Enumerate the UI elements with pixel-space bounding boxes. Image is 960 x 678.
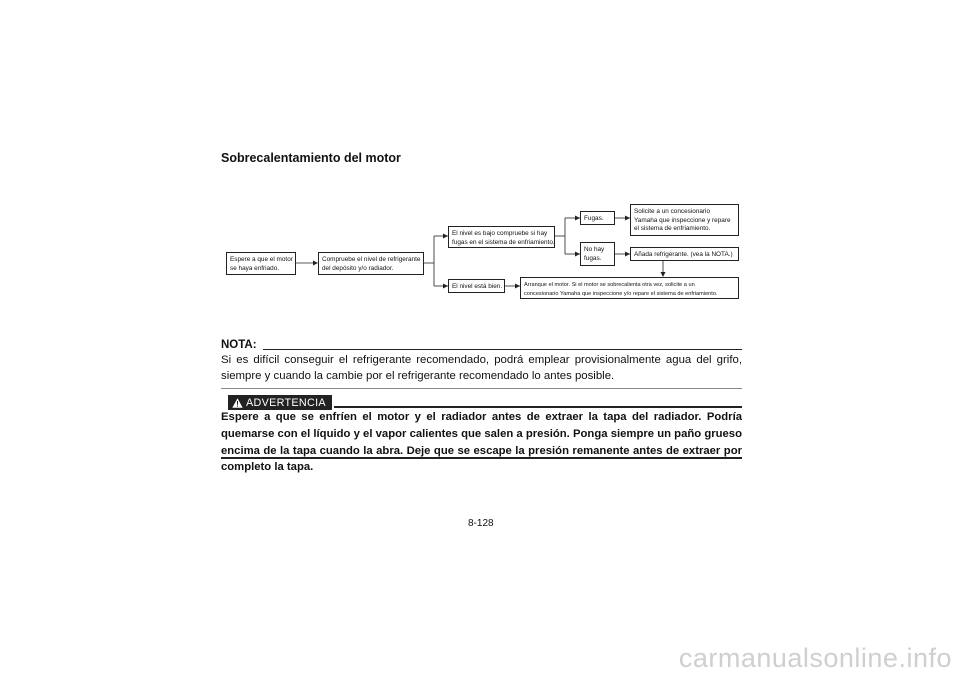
section-title: Sobrecalentamiento del motor xyxy=(221,151,401,165)
flow-box-level-ok xyxy=(448,279,505,293)
warning-end-rule xyxy=(221,457,742,459)
watermark: carmanualsonline.info xyxy=(678,643,952,673)
flow-box-dealer-inspect-text: Solicite a un concesionario Yamaha que inspeccione y repare el sistema de enfriamiento. xyxy=(634,208,731,233)
flow-box-add-coolant xyxy=(630,247,739,261)
note-rule xyxy=(263,349,742,350)
warning-text: Espere a que se enfríen el motor y el radiador antes de extraer la tapa del radiador. Podría quemarse con el líquido y el vapor calientes que salen a presión. Ponga siempre un paño grueso encima de la tapa cuando la abra. Deje que se escape la presión remanente antes de extraer por completo la tapa. xyxy=(221,411,742,474)
flow-box-start-engine xyxy=(520,277,739,299)
note-text: Si es difícil conseguir el refrigerante recomendado, podrá emplear provisionalmente agua del grifo, siempre y cuando la cambie por el refrigerante recomendado lo antes posible. xyxy=(221,354,742,382)
warning-triangle-icon xyxy=(232,398,243,408)
flow-box-start-text: Espere a que el motor se haya enfriado. xyxy=(230,256,293,272)
note-label: NOTA: xyxy=(221,339,257,351)
flow-box-check-level xyxy=(318,252,424,275)
flow-box-no-leaks-text: No hay fugas. xyxy=(584,246,605,262)
flow-box-low-level xyxy=(448,226,555,248)
warning-label: ADVERTENCIA xyxy=(246,396,326,409)
flow-box-leaks-text: Fugas. xyxy=(584,215,604,222)
flow-box-low-level-text: El nivel es bajo compruebe si hay fugas en el sistema de enfriamiento. xyxy=(452,230,555,246)
flow-box-no-leaks xyxy=(580,242,615,266)
section-separator xyxy=(221,388,742,389)
flow-box-start xyxy=(226,252,296,275)
page-number: 8-128 xyxy=(468,518,494,529)
flow-box-leaks xyxy=(580,211,615,225)
flow-box-level-ok-text: El nivel está bien. xyxy=(452,283,503,290)
warning-badge xyxy=(228,395,332,410)
warning-rule xyxy=(334,406,742,408)
flow-box-check-level-text: Compruebe el nivel de refrigerante del depósito y/o radiador. xyxy=(322,256,421,272)
flow-box-dealer-inspect xyxy=(630,204,739,236)
flow-box-start-engine-text: Arranque el motor. Si el motor se sobrecalienta otra vez, solicite a un concesionario Yamaha que inspeccione y/o repare el sistema de enfriamiento. xyxy=(524,282,718,297)
flow-box-add-coolant-text: Añada refrigerante. (vea la NOTA.) xyxy=(634,251,733,258)
